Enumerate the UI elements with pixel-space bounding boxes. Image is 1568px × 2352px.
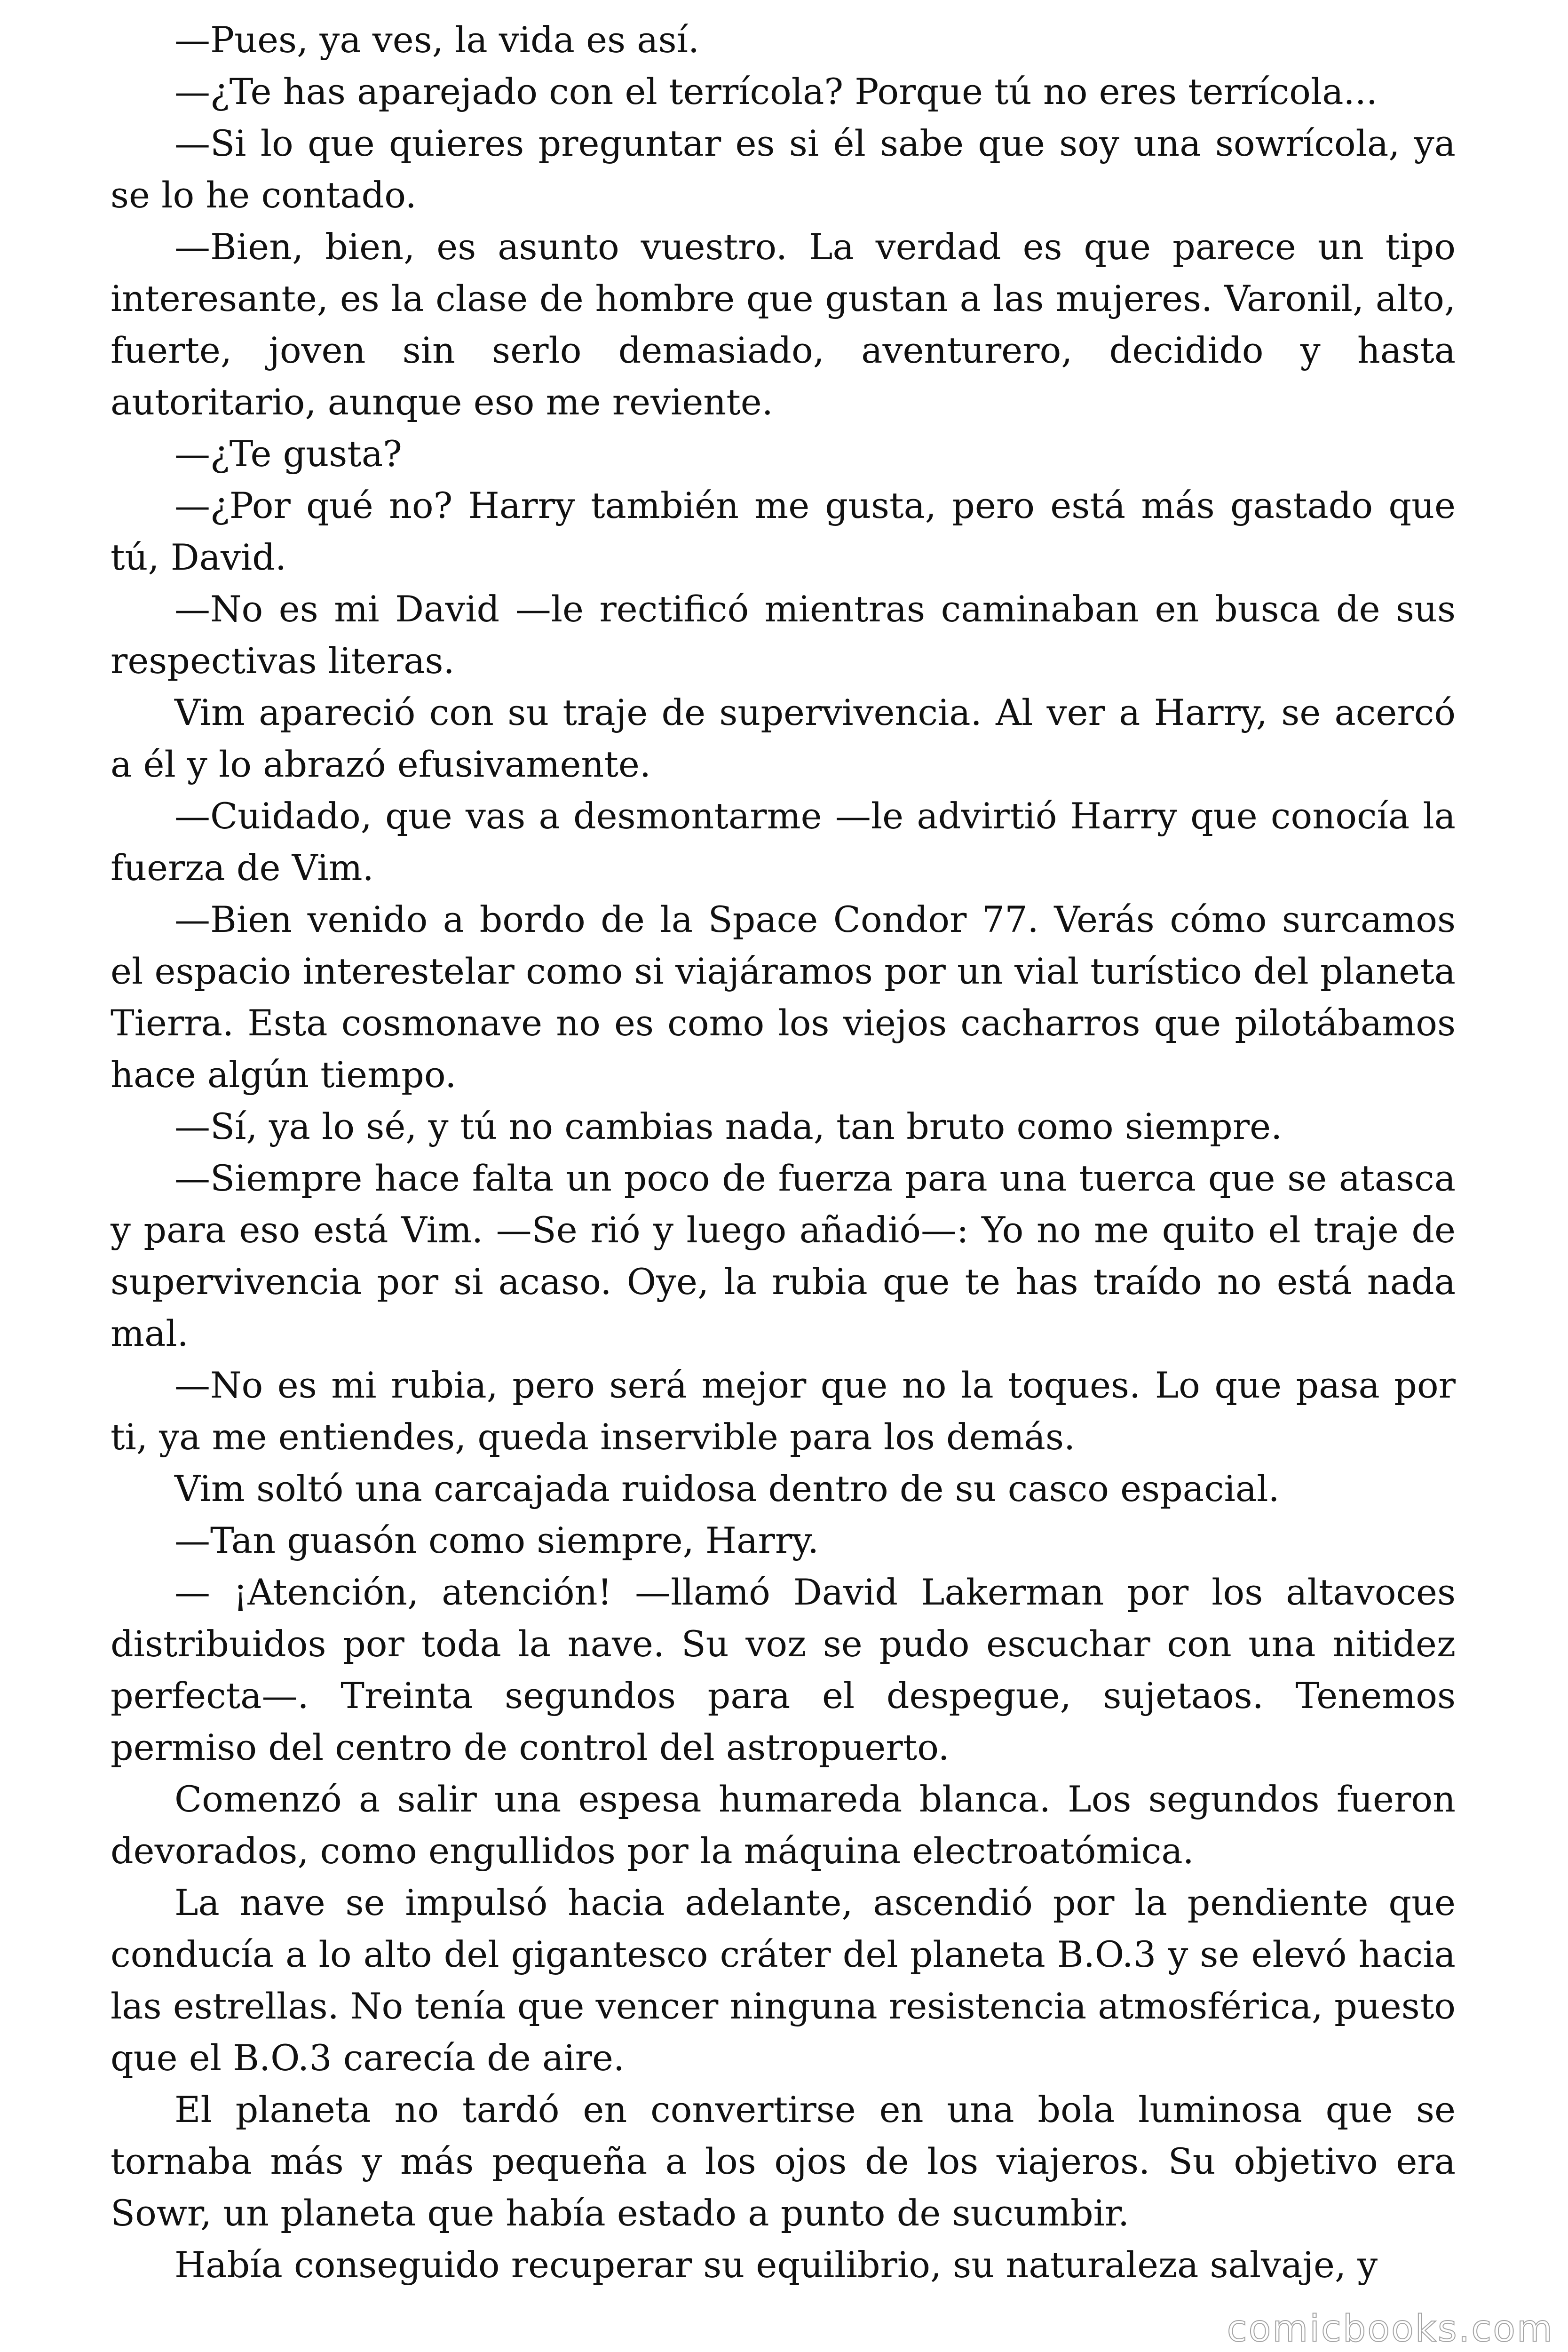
paragraph: —Cuidado, que vas a desmontarme —le advirtió Harry que conocía la fuerza de Vim.	[111, 795, 1456, 889]
paragraph: —Sí, ya lo sé, y tú no cambias nada, tan bruto como siempre.	[174, 1105, 1283, 1147]
paragraph: Vim apareció con su traje de supervivencia. Al ver a Harry, se acercó a él y lo abrazó efusivamente.	[111, 691, 1456, 785]
paragraph: El planeta no tardó en convertirse en una bola luminosa que se tornaba más y más pequeña a los ojos de los viajeros. Su objetivo era Sowr, un planeta que había estado a punto de sucumbir.	[111, 2089, 1456, 2234]
watermark: comicbooks.com	[1227, 2308, 1554, 2350]
paragraph: —Bien, bien, es asunto vuestro. La verdad es que parece un tipo interesante, es la clase de hombre que gustan a las mujeres. Varonil, alto, fuerte, joven sin serlo demasiado, aventurero, decidido y hasta autoritario, aunque eso me reviente.	[111, 226, 1456, 423]
paragraph: —¿Te gusta?	[174, 433, 402, 475]
paragraph: —¿Por qué no? Harry también me gusta, pero está más gastado que tú, David.	[111, 485, 1456, 578]
paragraph: —Bien venido a bordo de la Space Condor 77. Verás cómo surcamos el espacio interestelar como si viajáramos por un vial turístico del planeta Tierra. Esta cosmonave no es como los viejos cacharros que pilotábamos hace algún tiempo.	[111, 898, 1456, 1096]
paragraph: —¿Te has aparejado con el terrícola? Porque tú no eres terrícola...	[174, 71, 1378, 112]
paragraph: — ¡Atención, atención! —llamó David Lakerman por los altavoces distribuidos por toda la nave. Su voz se pudo escuchar con una nitidez perfecta—. Treinta segundos para el despegue, sujetaos. Tenemos permiso del centro de control del astropuerto.	[111, 1571, 1456, 1768]
paragraph: —No es mi David —le rectificó mientras caminaban en busca de sus respectivas literas.	[111, 588, 1456, 682]
paragraph: —Tan guasón como siempre, Harry.	[174, 1519, 819, 1561]
paragraph: —Si lo que quieres preguntar es si él sabe que soy una sowrícola, ya se lo he contado.	[111, 122, 1456, 216]
paragraph: —Pues, ya ves, la vida es así.	[174, 19, 700, 61]
book-page	[111, 14, 1456, 2291]
paragraph: La nave se impulsó hacia adelante, ascendió por la pendiente que conducía a lo alto del gigantesco cráter del planeta B.O.3 y se elevó hacia las estrellas. No tenía que vencer ninguna resistencia atmosférica, puesto que el B.O.3 carecía de aire.	[111, 1882, 1456, 2079]
paragraph: —Siempre hace falta un poco de fuerza para una tuerca que se atasca y para eso está Vim. —Se rió y luego añadió—: Yo no me quito el traje de supervivencia por si acaso. Oye, la rubia que te has traído no está nada mal.	[111, 1157, 1456, 1354]
paragraph: Comenzó a salir una espesa humareda blanca. Los segundos fueron devorados, como engullidos por la máquina electroatómica.	[111, 1778, 1456, 1872]
paragraph-last: Había conseguido recuperar su equilibrio, su naturaleza salvaje, y	[174, 2244, 1378, 2286]
paragraph: Vim soltó una carcajada ruidosa dentro de su casco espacial.	[174, 1468, 1280, 1510]
paragraph: —No es mi rubia, pero será mejor que no la toques. Lo que pasa por ti, ya me entiendes, queda inservible para los demás.	[111, 1364, 1456, 1458]
